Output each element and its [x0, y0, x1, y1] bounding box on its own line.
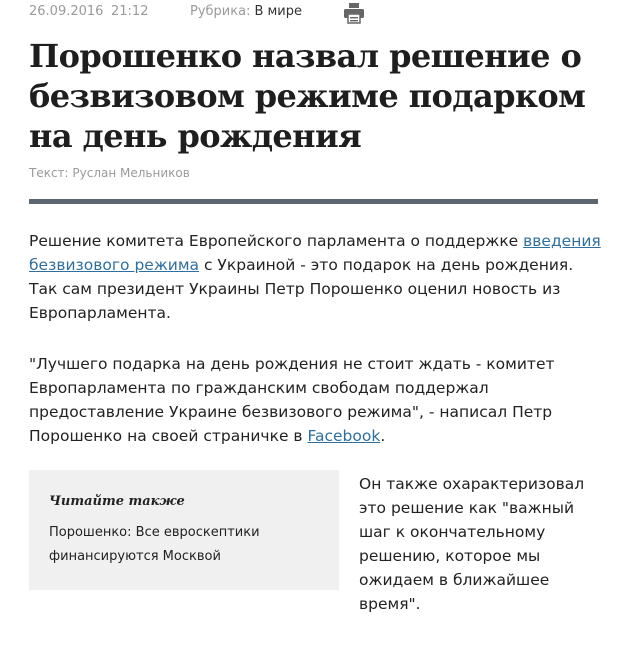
article-quote-paragraph	[29, 352, 604, 448]
article-byline: Текст: Руслан Мельников	[29, 166, 190, 180]
rubric	[190, 4, 302, 19]
facebook-link[interactable]: Facebook	[307, 427, 381, 445]
rubric-label: Рубрика:	[190, 4, 251, 19]
paragraph-text: .	[380, 427, 386, 445]
header-divider	[29, 199, 598, 204]
paragraph-text: с Украиной - это подарок на день рождения. Так сам президент Украины Петр Порошенко оценил новость из Европарламента.	[29, 256, 574, 322]
publish-date: 26.09.2016	[29, 4, 104, 19]
paragraph-text: "Лучшего подарка на день рождения не стоит ждать - комитет Европарламента по гражданским свободам поддержал предоставление Украине безвизового режима", - написал Петр Порошенко на своей страничке в	[29, 355, 555, 445]
read-also-title: Читайте также	[49, 494, 185, 509]
article-paragraph: Он также охарактеризовал это решение как "важный шаг к окончательному решению, которое мы ожидаем в ближайшее время".	[359, 475, 585, 613]
rubric-link[interactable]: В мире	[254, 4, 303, 19]
paragraph-text: Решение комитета Европейского парламента о поддержке	[29, 232, 524, 250]
read-also-link[interactable]: Порошенко: Все евроскептики финансируются Москвой	[49, 525, 260, 564]
article-paragraph	[29, 229, 604, 325]
article-headline: Порошенко назвал решение о безвизовом режиме подарком на день рождения	[29, 37, 586, 155]
publish-time: 21:12	[111, 4, 149, 19]
article-meta	[29, 2, 589, 22]
print-icon[interactable]	[343, 2, 365, 24]
read-also-box	[29, 470, 339, 590]
visa-free-link[interactable]: введения безвизового режима	[29, 232, 601, 274]
